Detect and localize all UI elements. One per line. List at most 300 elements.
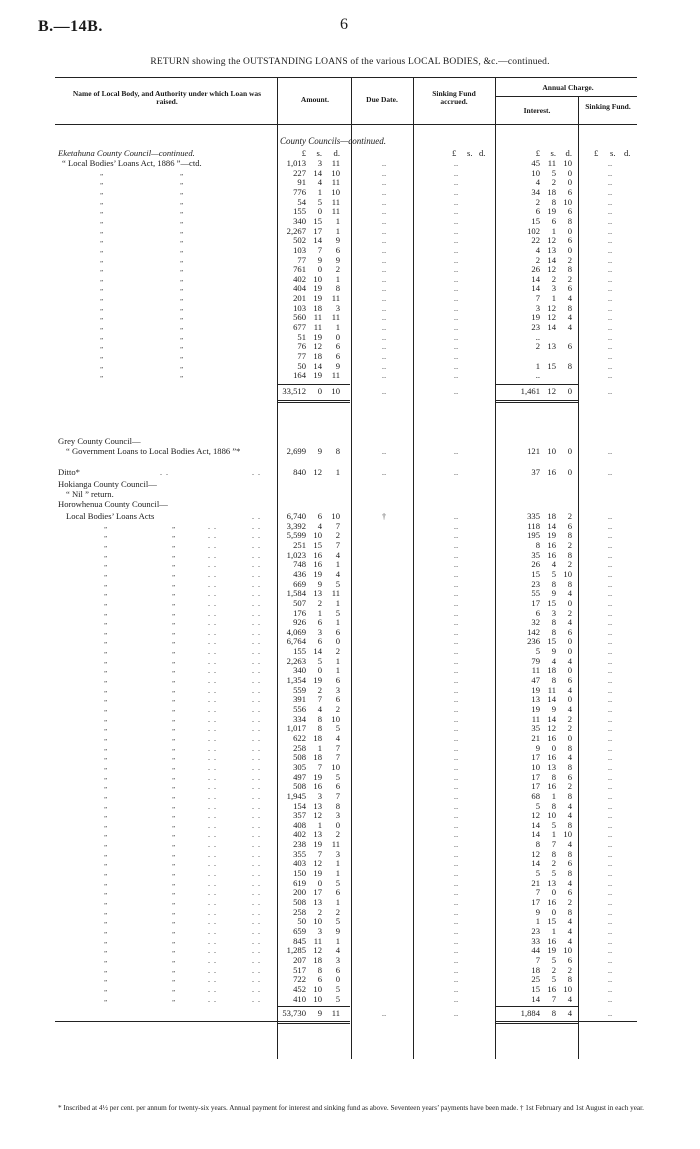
- leader-dots: . .: [208, 995, 217, 1004]
- interest-shillings: 8: [551, 197, 556, 207]
- amount-pence: 3: [335, 849, 340, 859]
- amount-pence: 2: [335, 530, 340, 540]
- leader-dots: . .: [160, 468, 169, 477]
- interest-pounds: 35: [531, 550, 540, 560]
- due-date-value: ..: [381, 446, 387, 456]
- sinking-fund-value: ..: [607, 177, 613, 187]
- leader-dots: . .: [208, 541, 217, 550]
- interest-shillings: 8: [551, 849, 556, 859]
- col-header-annual-charge: Annual Charge.: [542, 83, 594, 92]
- interest-pounds: 102: [527, 226, 540, 236]
- grey-authority: “ Government Loans to Local Bodies Act, 1886 ”*: [66, 447, 241, 456]
- interest-pence: 2: [567, 723, 572, 733]
- leader-dots: . .: [208, 879, 217, 888]
- amount-pounds: 722: [293, 974, 306, 984]
- leader-dots: . .: [208, 744, 217, 753]
- sinking-accrued-value: ..: [453, 322, 459, 332]
- unit-shillings: s.: [610, 148, 616, 158]
- sinking-accrued-value: ..: [453, 467, 459, 477]
- ditto-mark: „: [104, 724, 108, 732]
- leader-dots: . .: [208, 956, 217, 965]
- interest-pounds: 335: [527, 511, 540, 521]
- due-date-value: ..: [381, 467, 387, 477]
- ditto-mark: „: [172, 966, 176, 974]
- interest-shillings: 8: [551, 1008, 556, 1018]
- sinking-fund-value: ..: [607, 206, 613, 216]
- interest-shillings: 5: [551, 955, 556, 965]
- sinking-accrued-value: ..: [453, 887, 459, 897]
- sinking-accrued-value: ..: [453, 781, 459, 791]
- ditto-mark: „: [104, 859, 108, 867]
- interest-pence: 2: [567, 255, 572, 265]
- ditto-mark: „: [100, 371, 104, 379]
- due-date-value: ..: [381, 386, 387, 396]
- leader-dots: . .: [252, 995, 261, 1004]
- amount-shillings: 6: [317, 617, 322, 627]
- sinking-accrued-value: ..: [453, 158, 459, 168]
- amount-pence: 11: [331, 370, 340, 380]
- document-id: B.—14B.: [38, 18, 103, 35]
- horowhenua-row: [0, 917, 700, 927]
- interest-pounds: 14: [531, 858, 540, 868]
- amount-shillings: 6: [317, 511, 322, 521]
- sinking-fund-value: ..: [607, 868, 613, 878]
- leader-dots: . .: [252, 666, 261, 675]
- amount-shillings: 14: [313, 646, 322, 656]
- amount-pounds: 1,023: [286, 550, 306, 560]
- horowhenua-row: [0, 666, 700, 676]
- amount-pounds: 155: [293, 206, 306, 216]
- interest-pounds: 10: [531, 762, 540, 772]
- sinking-accrued-value: ..: [453, 801, 459, 811]
- total-rule: [496, 1023, 578, 1024]
- ditto-mark: „: [180, 169, 184, 177]
- interest-pounds: 23: [531, 579, 540, 589]
- amount-pounds: 508: [293, 897, 306, 907]
- amount-pounds: 1,354: [286, 675, 306, 685]
- ditto-mark: „: [100, 178, 104, 186]
- interest-shillings: 16: [547, 752, 556, 762]
- ditto-mark: „: [100, 313, 104, 321]
- sinking-accrued-value: ..: [453, 878, 459, 888]
- amount-pounds: 238: [293, 839, 306, 849]
- sinking-accrued-value: ..: [453, 351, 459, 361]
- amount-pounds: 402: [293, 274, 306, 284]
- interest-pence: 4: [567, 312, 572, 322]
- grey-name: Grey County Council—: [58, 437, 141, 446]
- amount-pounds: 201: [293, 293, 306, 303]
- amount-pence: 1: [335, 216, 340, 226]
- interest-shillings: 15: [547, 916, 556, 926]
- total-rule: [278, 1021, 350, 1022]
- amount-pounds: 258: [293, 907, 306, 917]
- ditto-mark: „: [100, 236, 104, 244]
- interest-pounds: 35: [531, 723, 540, 733]
- sinking-accrued-value: ..: [453, 216, 459, 226]
- sinking-accrued-value: ..: [453, 341, 459, 351]
- leader-dots: . .: [208, 531, 217, 540]
- amount-pounds: 6,740: [286, 511, 306, 521]
- interest-pounds: 34: [531, 187, 540, 197]
- eketahuna-row: [0, 342, 700, 352]
- horowhenua-row: [0, 753, 700, 763]
- interest-pence: 0: [567, 694, 572, 704]
- horowhenua-row: [0, 570, 700, 580]
- interest-shillings: 7: [551, 839, 556, 849]
- amount-pence: 5: [335, 916, 340, 926]
- interest-pence: 6: [567, 772, 572, 782]
- sinking-fund-value: ..: [607, 974, 613, 984]
- due-date-value: ..: [381, 177, 387, 187]
- eketahuna-row: [0, 352, 700, 362]
- sinking-accrued-value: ..: [453, 926, 459, 936]
- amount-shillings: 0: [317, 264, 322, 274]
- ditto-mark: „: [172, 666, 176, 674]
- ditto-mark: „: [172, 763, 176, 771]
- amount-pounds: 1,017: [286, 723, 306, 733]
- interest-shillings: 15: [547, 636, 556, 646]
- leader-dots: . .: [252, 705, 261, 714]
- amount-pounds: 150: [293, 868, 306, 878]
- hokianga-note: “ Nil ” return.: [66, 490, 114, 499]
- interest-pence: 4: [567, 926, 572, 936]
- grey-name-row: [0, 437, 700, 447]
- interest-pounds: 11: [531, 665, 540, 675]
- ditto-mark: „: [104, 676, 108, 684]
- ditto-mark: „: [104, 570, 108, 578]
- amount-pence: 3: [335, 685, 340, 695]
- sinking-accrued-value: ..: [453, 907, 459, 917]
- amount-pounds: 6,764: [286, 636, 306, 646]
- interest-shillings: 16: [547, 897, 556, 907]
- amount-shillings: 2: [317, 907, 322, 917]
- amount-pence: 7: [335, 743, 340, 753]
- amount-pounds: 154: [293, 801, 306, 811]
- amount-pounds: 517: [293, 965, 306, 975]
- sinking-accrued-value: ..: [453, 255, 459, 265]
- amount-pounds: 2,267: [286, 226, 306, 236]
- ditto-mark: „: [100, 246, 104, 254]
- interest-pounds: 10: [531, 168, 540, 178]
- interest-pence: 10: [563, 197, 572, 207]
- amount-pounds: 340: [293, 216, 306, 226]
- unit-pounds: £: [594, 148, 599, 158]
- amount-shillings: 10: [313, 984, 322, 994]
- interest-pence: 8: [567, 361, 572, 371]
- ditto-mark: „: [172, 705, 176, 713]
- amount-shillings: 10: [313, 274, 322, 284]
- interest-pence: 4: [567, 1008, 572, 1018]
- amount-shillings: 12: [313, 467, 322, 477]
- return-title: RETURN showing the OUTSTANDING LOANS of the various LOCAL BODIES, &c.—continued.: [150, 57, 550, 67]
- leader-dots: . .: [252, 840, 261, 849]
- interest-shillings: 2: [551, 858, 556, 868]
- horowhenua-row: [0, 618, 700, 628]
- leader-dots: . .: [252, 956, 261, 965]
- ditto-mark: „: [172, 975, 176, 983]
- interest-pounds: 9: [535, 907, 540, 917]
- interest-pounds: 6: [535, 206, 540, 216]
- interest-shillings: 8: [551, 801, 556, 811]
- horowhenua-row: [0, 734, 700, 744]
- interest-pounds: 1: [535, 916, 540, 926]
- ditto-mark: „: [104, 946, 108, 954]
- amount-pounds: 2,263: [286, 656, 306, 666]
- interest-pence: 6: [567, 955, 572, 965]
- interest-pounds: 23: [531, 322, 540, 332]
- interest-pence: 6: [567, 627, 572, 637]
- sinking-fund-value: ..: [607, 781, 613, 791]
- amount-pence: 11: [331, 1008, 340, 1018]
- amount-shillings: 0: [317, 878, 322, 888]
- interest-shillings: 16: [547, 984, 556, 994]
- amount-shillings: 16: [313, 559, 322, 569]
- interest-pence: 0: [567, 245, 572, 255]
- amount-pounds: 408: [293, 820, 306, 830]
- interest-shillings: 8: [551, 579, 556, 589]
- leader-dots: . .: [208, 570, 217, 579]
- amount-shillings: 12: [313, 858, 322, 868]
- amount-pounds: 340: [293, 665, 306, 675]
- leader-dots: . .: [208, 802, 217, 811]
- sinking-fund-value: ..: [607, 945, 613, 955]
- sinking-fund-value: ..: [607, 897, 613, 907]
- ditto-mark: „: [104, 637, 108, 645]
- eketahuna-authority: “ Local Bodies’ Loans Act, 1886 ”—ctd.: [62, 159, 202, 168]
- subtotal-rule: [278, 1006, 350, 1007]
- amount-shillings: 3: [317, 926, 322, 936]
- sinking-fund-value: ..: [607, 511, 613, 521]
- amount-shillings: 18: [313, 752, 322, 762]
- leader-dots: . .: [252, 879, 261, 888]
- ditto-mark: „: [172, 937, 176, 945]
- interest-pence: 8: [567, 216, 572, 226]
- amount-shillings: 11: [313, 936, 322, 946]
- sinking-fund-value: ..: [607, 627, 613, 637]
- sinking-fund-value: ..: [607, 791, 613, 801]
- amount-pence: 1: [335, 665, 340, 675]
- interest-pence: 4: [567, 916, 572, 926]
- amount-shillings: 4: [317, 704, 322, 714]
- interest-pence: 0: [567, 636, 572, 646]
- horowhenua-row: [0, 888, 700, 898]
- sinking-accrued-value: ..: [453, 550, 459, 560]
- horowhenua-row: [0, 512, 700, 522]
- interest-pence: 8: [567, 762, 572, 772]
- leader-dots: . .: [208, 618, 217, 627]
- interest-shillings: 4: [551, 656, 556, 666]
- interest-shillings: 13: [547, 341, 556, 351]
- ditto-mark: „: [180, 333, 184, 341]
- interest-pounds: 3: [535, 303, 540, 313]
- leader-dots: . .: [252, 647, 261, 656]
- ditto-mark: „: [104, 522, 108, 530]
- interest-pence: 2: [567, 714, 572, 724]
- amount-pence: 10: [331, 511, 340, 521]
- amount-pence: 2: [335, 829, 340, 839]
- due-date-value: ..: [381, 168, 387, 178]
- interest-shillings: 4: [551, 559, 556, 569]
- interest-pounds: 45: [531, 158, 540, 168]
- amount-shillings: 10: [313, 916, 322, 926]
- ditto-mark: „: [180, 294, 184, 302]
- amount-pence: 7: [335, 752, 340, 762]
- amount-pence: 10: [331, 187, 340, 197]
- eketahuna-row: [0, 188, 700, 198]
- interest-pence: 8: [567, 974, 572, 984]
- ditto-mark: „: [172, 715, 176, 723]
- leader-dots: . .: [208, 734, 217, 743]
- amount-shillings: 4: [317, 521, 322, 531]
- ditto-mark: „: [180, 178, 184, 186]
- leader-dots: . .: [252, 773, 261, 782]
- amount-shillings: 9: [317, 579, 322, 589]
- horowhenua-row: [0, 946, 700, 956]
- leader-dots: . .: [252, 898, 261, 907]
- amount-pence: 8: [335, 801, 340, 811]
- sinking-fund-value: ..: [607, 810, 613, 820]
- interest-pence: 2: [567, 511, 572, 521]
- ditto-mark: „: [172, 773, 176, 781]
- interest-pounds: 7: [535, 293, 540, 303]
- sinking-accrued-value: ..: [453, 675, 459, 685]
- amount-pence: 4: [335, 733, 340, 743]
- interest-pounds: 142: [527, 627, 540, 637]
- interest-shillings: 7: [551, 994, 556, 1004]
- leader-dots: . .: [208, 763, 217, 772]
- sinking-fund-value: ..: [607, 849, 613, 859]
- interest-pounds: 17: [531, 897, 540, 907]
- interest-pence: 0: [567, 733, 572, 743]
- sinking-accrued-value: ..: [453, 965, 459, 975]
- ditto-mark: „: [172, 695, 176, 703]
- interest-pounds: 15: [531, 216, 540, 226]
- ditto-mark: „: [172, 560, 176, 568]
- ditto-mark: „: [104, 995, 108, 1003]
- ditto-mark: „: [104, 985, 108, 993]
- amount-pence: 1: [335, 897, 340, 907]
- leader-dots: . .: [208, 850, 217, 859]
- ditto-mark: „: [172, 898, 176, 906]
- ditto-mark: „: [172, 589, 176, 597]
- ditto-mark: „: [180, 284, 184, 292]
- amount-pounds: 207: [293, 955, 306, 965]
- grey-row: [0, 447, 700, 457]
- ditto-mark: „: [104, 628, 108, 636]
- amount-pounds: 355: [293, 849, 306, 859]
- interest-pence: 10: [563, 569, 572, 579]
- leader-dots: . .: [208, 715, 217, 724]
- amount-pence: 5: [335, 608, 340, 618]
- interest-pence: 4: [567, 994, 572, 1004]
- amount-pounds: 3,392: [286, 521, 306, 531]
- leader-dots: . .: [252, 966, 261, 975]
- header-divider-2: [351, 78, 352, 124]
- leader-dots: . .: [252, 985, 261, 994]
- amount-shillings: 13: [313, 588, 322, 598]
- sinking-accrued-value: ..: [453, 303, 459, 313]
- interest-pence: 10: [563, 158, 572, 168]
- ditto-mark: „: [172, 541, 176, 549]
- sinking-accrued-value: ..: [453, 974, 459, 984]
- sinking-fund-value: ..: [607, 858, 613, 868]
- amount-shillings: 17: [313, 226, 322, 236]
- ditto-mark: „: [180, 371, 184, 379]
- ditto-mark: „: [104, 589, 108, 597]
- amount-shillings: 1: [317, 187, 322, 197]
- unit-shillings: s.: [316, 148, 322, 158]
- amount-pence: 9: [335, 235, 340, 245]
- amount-shillings: 5: [317, 197, 322, 207]
- sinking-accrued-value: ..: [453, 521, 459, 531]
- leader-dots: . .: [208, 666, 217, 675]
- ditto-mark: „: [100, 207, 104, 215]
- interest-shillings: 19: [547, 206, 556, 216]
- eketahuna-row: [0, 178, 700, 188]
- interest-pence: 2: [567, 608, 572, 618]
- interest-pence: 4: [567, 752, 572, 762]
- sinking-accrued-value: ..: [453, 559, 459, 569]
- sinking-accrued-value: ..: [453, 810, 459, 820]
- amount-pence: 3: [335, 955, 340, 965]
- amount-shillings: 12: [313, 341, 322, 351]
- amount-shillings: 19: [313, 868, 322, 878]
- sinking-accrued-value: ..: [453, 685, 459, 695]
- ditto-mark: „: [172, 908, 176, 916]
- sinking-accrued-value: ..: [453, 743, 459, 753]
- unit-pounds: £: [535, 148, 540, 158]
- amount-pence: 4: [335, 569, 340, 579]
- total-rule: [278, 402, 350, 403]
- leader-dots: . .: [208, 975, 217, 984]
- amount-pence: 0: [335, 332, 340, 342]
- ditto-mark: „: [172, 802, 176, 810]
- interest-shillings: 8: [551, 675, 556, 685]
- sinking-fund-value: ..: [607, 255, 613, 265]
- interest-pence: 8: [567, 303, 572, 313]
- ditto-mark: „: [172, 628, 176, 636]
- interest-shillings: 13: [547, 878, 556, 888]
- interest-pounds: 8: [535, 540, 540, 550]
- ditto-mark: „: [172, 734, 176, 742]
- leader-dots: . .: [208, 609, 217, 618]
- ditto-mark: „: [104, 908, 108, 916]
- ditto-mark: „: [100, 333, 104, 341]
- leader-dots: . .: [208, 705, 217, 714]
- ditto-mark: „: [172, 531, 176, 539]
- interest-pence: 4: [567, 588, 572, 598]
- eketahuna-row: [0, 159, 700, 169]
- sinking-accrued-value: ..: [453, 829, 459, 839]
- amount-pence: 7: [335, 521, 340, 531]
- sinking-fund-value: ..: [607, 926, 613, 936]
- sinking-fund-value: ..: [607, 540, 613, 550]
- amount-pounds: 357: [293, 810, 306, 820]
- amount-pounds: 410: [293, 994, 306, 1004]
- sinking-fund-value: ..: [607, 446, 613, 456]
- amount-pence: 10: [331, 762, 340, 772]
- leader-dots: . .: [252, 802, 261, 811]
- interest-pounds: 68: [531, 791, 540, 801]
- ditto-mark: „: [104, 869, 108, 877]
- amount-pence: 9: [335, 255, 340, 265]
- interest-shillings: 1: [551, 293, 556, 303]
- ditto-mark: „: [172, 782, 176, 790]
- ditto-mark: „: [172, 879, 176, 887]
- ditto-mark: „: [100, 323, 104, 331]
- horowhenua-row: [0, 589, 700, 599]
- sinking-accrued-value: ..: [453, 226, 459, 236]
